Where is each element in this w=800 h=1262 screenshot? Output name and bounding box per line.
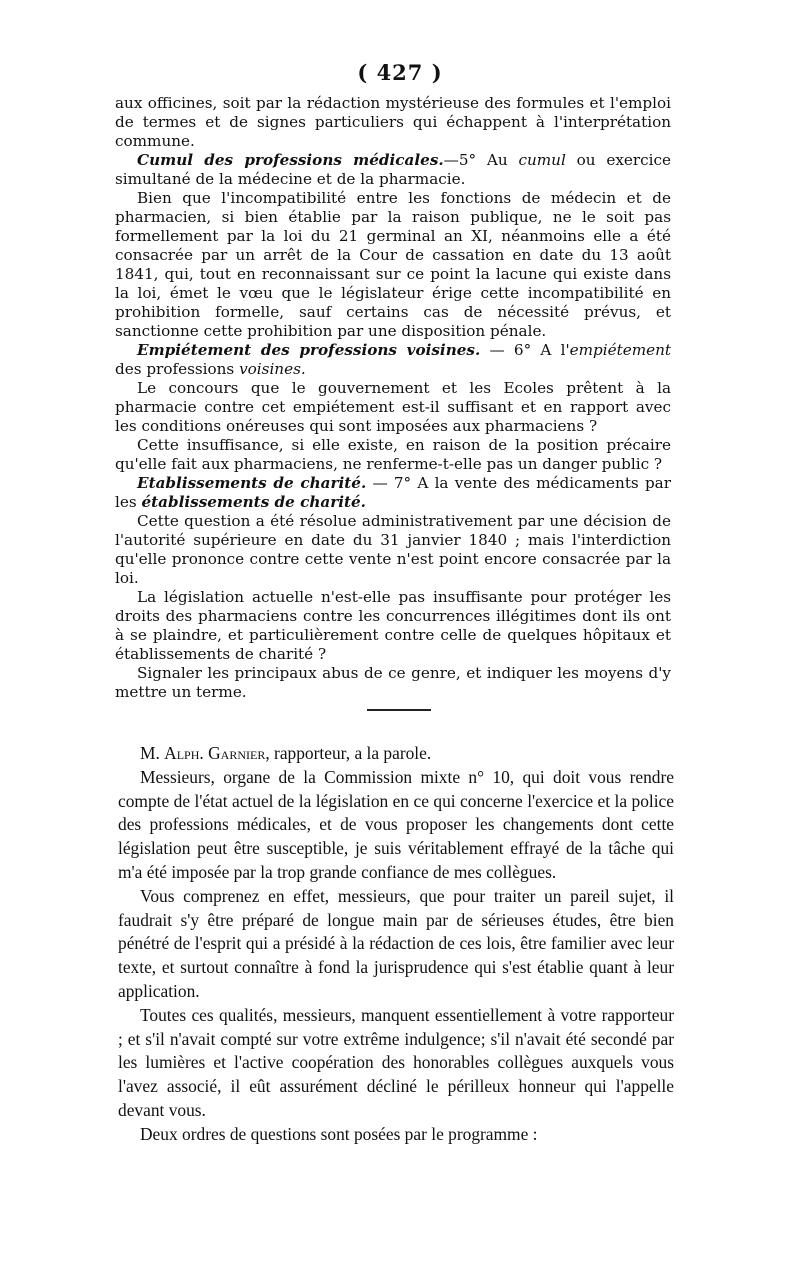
report-section xyxy=(118,742,674,1147)
paragraph-messieurs: Messieurs, organe de la Commission mixte n° 10, qui doit vous rendre compte de l'état actuel de la législation en ce qui concerne l'exercice et la police des professions médicales, et de vous proposer les changements dont cette législation peut être susceptible, je suis véritablement effrayé de la tâche qui m'a été imposée par la trop grande confiance de mes collègues. xyxy=(118,766,674,882)
paragraph-vous-comprenez: Vous comprenez en effet, messieurs, que pour traiter un pareil sujet, il faudrait s'y être préparé de longue main par de sérieuses études, être bien pénétré de l'esprit qui a présidé à la rédaction de ces lois, être familier avec leur texte, et surtout connaître à fond la jurisprudence qui s'est établie quant à leur application. xyxy=(118,885,674,1001)
paragraph-empietement: Empiétement des professions voisines. — 6° A l'empiétement des professions voisines. xyxy=(115,341,671,378)
page-number: ( 427 ) xyxy=(357,60,443,85)
paragraph-cumul: Cumul des professions médicales.—5° Au cumul ou exercice simultané de la médecine et de la pharmacie. xyxy=(115,151,671,188)
heading-etablissements: Etablissements de charité. xyxy=(137,474,367,492)
heading-empietement: Empiétement des professions voisines. xyxy=(137,341,481,359)
questionnaire-section xyxy=(115,94,671,702)
paragraph-officines: aux officines, soit par la rédaction mystérieuse des formules et l'emploi de termes et de signes particuliers qui échappent à l'interprétation commune. xyxy=(115,94,671,150)
paragraph-etablissements: Etablissements de charité. — 7° A la vente des médicaments par les établissements de charité. xyxy=(115,474,671,511)
paragraph-decision: Cette question a été résolue administrativement par une décision de l'autorité supérieure en date du 31 janvier 1840 ; mais l'interdiction qu'elle prononce contre cette vente n'est point encore consacrée par la loi. xyxy=(115,512,671,587)
paragraph-insuffisance: Cette insuffisance, si elle existe, en raison de la position précaire qu'elle fait aux pharmaciens, ne renferme-t-elle pas un danger public ? xyxy=(115,436,671,473)
paragraph-incompatibilite: Bien que l'incompatibilité entre les fonctions de médecin et de pharmacien, si bien établie par la raison publique, ne le soit pas formellement par la loi du 21 germinal an XI, néanmoins elle a été consacrée par un arrêt de la Cour de cassation en date du 13 août 1841, qui, tout en reconnaissant sur ce point la lacune qui existe dans la loi, émet le vœu que le législateur érige cette incompatibilité en prohibition formelle, sauf certains cas de nécessité prévus, et sanctionne cette prohibition par une disposition pénale. xyxy=(115,189,671,340)
speaker-line: M. Alph. Garnier, rapporteur, a la parole. xyxy=(140,743,432,763)
paragraph-abus: Signaler les principaux abus de ce genre, et indiquer les moyens d'y mettre un terme. xyxy=(115,664,671,701)
paragraph-qualites: Toutes ces qualités, messieurs, manquent essentiellement à votre rapporteur ; et s'il n'avait compté sur votre extrême indulgence; s'il n'avait été secondé par les lumières et l'active coopération des honorables collègues auxquels vous l'avez associé, il eût assurément décliné le périlleux honneur qui l'appelle devant vous. xyxy=(118,1004,674,1120)
speaker-name: Alph. Garnier xyxy=(164,743,266,763)
section-divider xyxy=(367,709,431,711)
paragraph-legislation: La législation actuelle n'est-elle pas insuffisante pour protéger les droits des pharmaciens contre les concurrences illégitimes dont ils ont à se plaindre, et particulièrement contre celle de quelques hôpitaux et établissements de charité ? xyxy=(115,588,671,663)
paragraph-concours: Le concours que le gouvernement et les Ecoles prêtent à la pharmacie contre cet empiétement est-il suffisant et en rapport avec les conditions onéreuses qui sont imposées aux pharmaciens ? xyxy=(115,379,671,435)
heading-cumul: Cumul des professions médicales. xyxy=(137,151,444,169)
paragraph-deux-ordres: Deux ordres de questions sont posées par le programme : xyxy=(140,1123,538,1144)
